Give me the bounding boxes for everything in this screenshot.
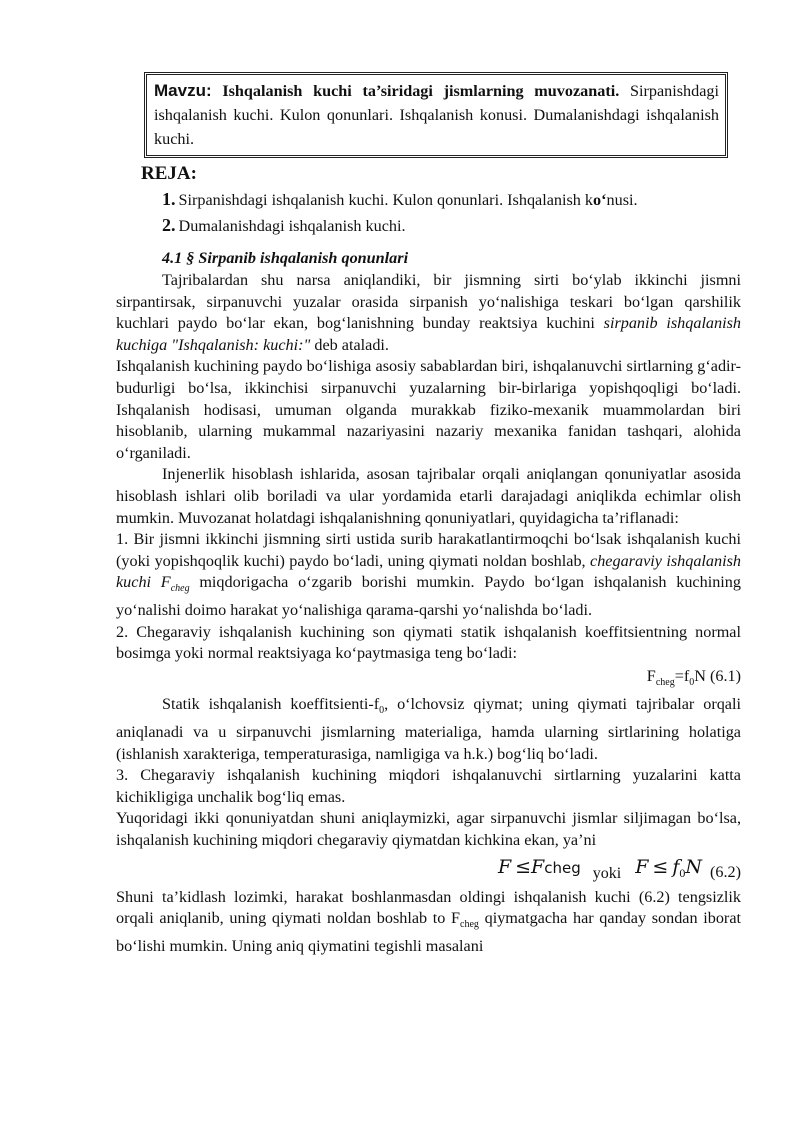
plan-heading: REJA: [141,163,197,184]
paragraph: Shuni ta’kidlash lozimki, harakat boshlanmasdan oldingi ishqalanish kuchi (6.2) tengsizlik orqali aniqlanib, uning qiymati noldan boshlab to $F_{cheg}$ qiymatgacha har qanday sondan iborat bo‘lishi mumkin. Uning aniq qiymatini tegishli masalani [116,887,742,956]
topic-subtopics: Sirpanishdagi ishqalanish kuchi. Kulon qonunlari. Ishqalanish konusi. Dumalanishdagi ishqalanish kuchi. [154,82,720,148]
paragraph: Ishqalanish kuchining paydo bo‘lishiga asosiy sabablardan biri, ishqalanuvchi sirtlarning g‘adir-budurligi bo‘lsa, ikkinchisi sirpanuvchi yuzalarning bir-birlariga yopishqoqligi bo‘ladi. Ishqalanish hodisasi, umuman olganda murakkab fiziko-mexanik muammolardan biri hisoblanib, ularning mukammal nazariyasini nazariy mexanika fanidan tashqari, alohida o‘rganiladi. [116,357,741,462]
italic-term: chegaraviy ishqalanish kuchi F [116,551,742,592]
plan-item-number: 1. [162,189,176,209]
italic-term: sirpanib ishqalanish kuchiga "Ishqalanish: kuchi:" [116,314,742,354]
paragraph: Injenerlik hisoblash ishlarida, asosan tajribalar orqali aniqlangan qonuniyatlar asosida hisoblash ishlari olib boriladi va ular yordamida etarli darajadagi aniqlikda echimlar olish mumkin. Muvozanat holatdagi ishqalanishning qonuniyatlari, quyidagicha ta’riflanadi: [116,465,741,527]
section-title: 4.1 § Sirpanib ishqalanish qonunlari [162,249,409,267]
formula-6-2: F ≤Fcheg yoki $F \le f_0N$ (6.2) [497,855,741,882]
paragraph: Yuqoridagi ikki qonuniyatdan shuni aniqlaymizki, agar sirpanuvchi jismlar siljimagan bo‘lsa, ishqalanish kuchining miqdori chegaraviy qiymatdan kichkina ekan, ya’ni [116,809,741,849]
plan-item-text-end: nusi. [606,191,638,209]
paragraph: 1. Bir jismni ikkinchi jismning sirti ustida surib harakatlantirmoqchi bo‘lsak ishqalanish kuchi (yoki yopishqoqlik kuchi) paydo bo‘ladi, uning qiymati noldan boshlab, chegaraviy ishqalanish kuchi $F_{cheg}$ miqdorigacha o‘zgarib borishi mumkin. Paydo bo‘lgan ishqalanish kuchining yo‘nalishi doimo harakat yo‘nalishiga qarama-qarshi yo‘nalishda bo‘ladi. [116,530,742,620]
plan-item [162,213,741,239]
formula-connector: yoki [592,864,622,882]
document-page [116,72,741,958]
paragraph: Statik ishqalanish koeffitsienti-$f_0$, o‘lchovsiz qiymat; uning qiymati tajribalar orqali aniqlanadi va u sirpanuvchi jismlarning materialiga, hamda ularning sirtlarining holatiga (ishlanish xarakteriga, temperaturasiga, namligiga va h.k.) bog‘liq bo‘ladi. [116,695,741,763]
paragraph: 2. Chegaraviy ishqalanish kuchining son qiymati statik ishqalanish koeffitsientning normal bosimga yoki normal reaktsiyaga ko‘paytmasiga teng bo‘ladi: [116,622,741,663]
paragraph: Tajribalardan shu narsa aniqlandiki, bir jismning sirti bo‘ylab ikkinchi jismni sirpantirsak, sirpanuvchi yuzalar orasida sirpanish yo‘nalishiga teskari bo‘lgan qarshilik kuchlari paydo bo‘lar ekan, bog‘lanishning bunday reaktsiya kuchini sirpanib ishqalanish kuchiga "Ishqalanish: kuchi:" deb ataladi. [116,271,742,354]
paragraph: 3. Chegaraviy ishqalanish kuchining miqdori ishqalanuvchi sirtlarning yuzalarini katta kichikligiga unchalik bog‘liq emas. [116,766,741,806]
topic-box [144,72,728,158]
plan-item [162,187,741,213]
plan-list [116,187,741,239]
plan-item-text: Sirpanishdagi ishqalanish kuchi. Kulon qonunlari. Ishqalanish k [178,191,594,209]
formula-6-1: $F_{cheg}=f_0N$ (6.1) [646,666,741,689]
topic-label: Mavzu: [154,81,212,100]
equation-number: (6.2) [709,862,741,881]
plan-item-number: 2. [162,215,176,235]
plan-item-text: Dumalanishdagi ishqalanish kuchi. [178,217,406,235]
topic-title: Ishqalanish kuchi ta’siridagi jismlarning muvozanati. [222,82,620,100]
plan-item-bold-letter: o‘ [593,191,607,209]
